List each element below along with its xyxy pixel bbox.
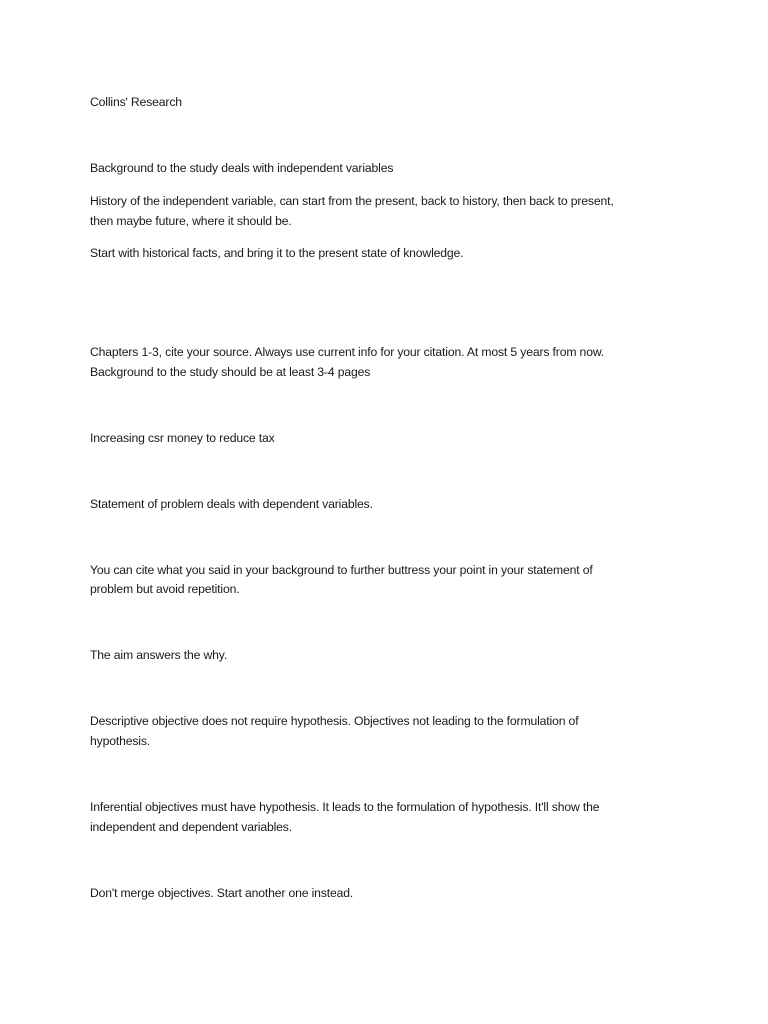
paragraph-line: Inferential objectives must have hypothesis. It leads to the formulation of hypothesis. It'll show the [90, 800, 600, 814]
paragraph-line: The aim answers the why. [90, 648, 228, 662]
paragraph-line: independent and dependent variables. [90, 820, 292, 834]
paragraph-line: History of the independent variable, can start from the present, back to history, then back to present, [90, 194, 614, 208]
paragraph-line: Background to the study deals with independent variables [90, 161, 394, 175]
document-title: Collins' Research [90, 95, 182, 109]
paragraph-line: Increasing csr money to reduce tax [90, 431, 275, 445]
paragraph-line: Chapters 1-3, cite your source. Always use current info for your citation. At most 5 years from now. [90, 345, 605, 359]
paragraph-line: Descriptive objective does not require hypothesis. Objectives not leading to the formulation of [90, 714, 579, 728]
paragraph-line: problem but avoid repetition. [90, 582, 240, 596]
paragraph-line: hypothesis. [90, 734, 151, 748]
paragraph-line: Background to the study should be at least 3-4 pages [90, 365, 371, 379]
paragraph-line: You can cite what you said in your background to further buttress your point in your statement of [90, 563, 593, 577]
paragraph-line: Start with historical facts, and bring it to the present state of knowledge. [90, 246, 464, 260]
paragraph-line: then maybe future, where it should be. [90, 214, 292, 228]
paragraph-line: Don't merge objectives. Start another one instead. [90, 886, 354, 900]
paragraph-line: Statement of problem deals with dependent variables. [90, 497, 373, 511]
